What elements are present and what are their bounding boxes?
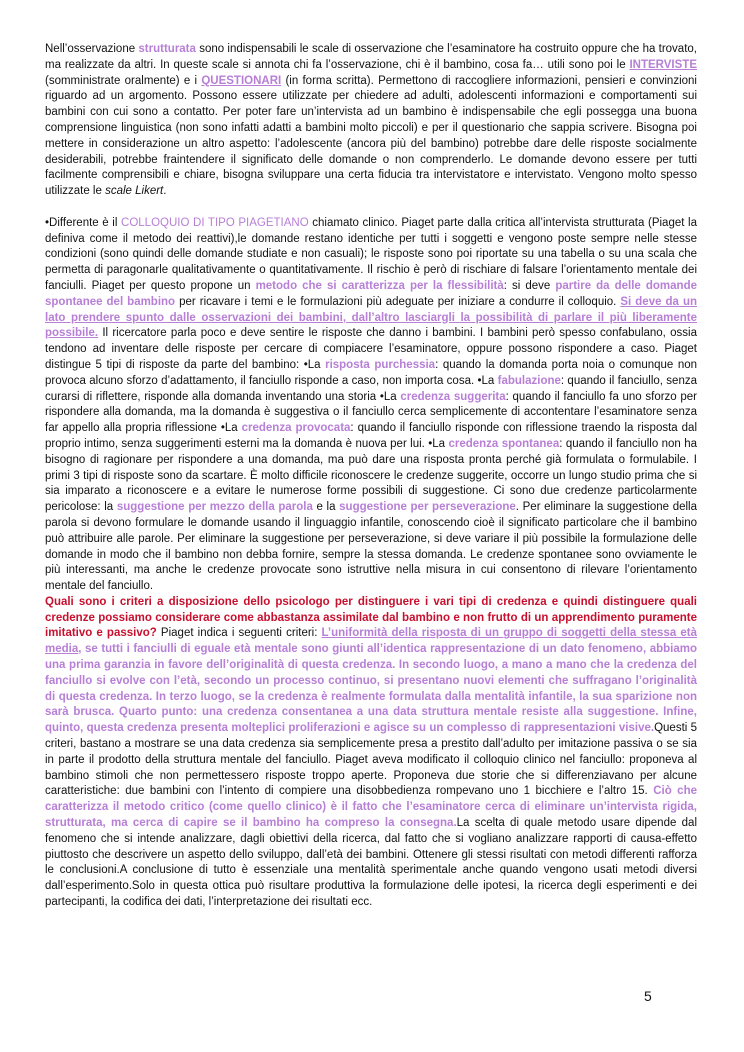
highlight-credenza-suggerita: credenza suggerita — [400, 390, 506, 403]
text-run: (somministrate oralmente) e i — [45, 74, 202, 87]
highlight-suggestione-perseverazione: suggestione per perseverazione — [339, 501, 516, 514]
highlight-strutturata: strutturata — [138, 43, 196, 55]
highlight-criteria: , se tutti i fanciulli di eguale età mentale sono giunti all’identica rappresentazione di un dato fenomeno, abbiamo una prima garanzia in favore dell’originalità di questa credenza. In secondo luogo, a mano a mano che la credenza del fanciullo si evolve con l’età, secondo un processo continuo, si presentano nuovi elementi che suffragano l’originalità di questa credenza. In terzo luogo, se la credenza è realmente formulata dalla mentalità infantile, la sua sparizione non sarà brusca. Quarto punto: una credenza consentanea a una data struttura mentale resiste alla suggestione. Infine, quinto, questa credenza presenta molteplici proliferazioni e agisce su un complesso di rappresentazioni visive. — [45, 643, 697, 735]
text-run: : quando il fanciullo fa uno sforzo per rispondere alla domanda, ma la domanda è suggestiva o il fanciullo cerca semplicemente di accontentare l’esaminatore senza far appello alla propria riflessione •La — [45, 390, 697, 435]
text-run: chiamato clinico. Piaget parte dalla critica all’intervista strutturata (Piaget la definiva come il metodo dei reattivi),le domande restano identiche per tutti i soggetti e vengono poste sempre nelle stesse condizioni (sono quindi delle domande studiate e non casuali); le risposte sono poi riportate su una tabella o su una scala che permetta di paragonarle qualitativamente o quantitativamente. Il rischio è però di rischiare di falsare l’orientamento mentale dei fanciulli. Piaget per questo propone un — [45, 216, 697, 292]
page-text — [45, 42, 697, 911]
text-run: : quando il fanciullo, senza curarsi di riflettere, risponde alla domanda inventando una storia •La — [45, 374, 697, 403]
page-number: 5 — [644, 988, 652, 1004]
highlight-fabulazione: fabulazione — [497, 374, 561, 387]
highlight-suggestione-parola: suggestione per mezzo della parola — [116, 501, 313, 514]
highlight-credenza-spontanea: credenza spontanea — [448, 437, 560, 450]
paragraph-piaget-colloquio — [45, 216, 697, 911]
text-run: : quando il fanciullo risponde con riflessione traendo la risposta dal proprio intimo, senza suggerimenti esterni ma la domanda è nuova per lui. •La — [45, 422, 697, 450]
highlight-credenza-provocata: credenza provocata — [241, 422, 351, 435]
highlight-questionari: QUESTIONARI — [201, 74, 282, 87]
text-run: : quando il fanciullo non ha bisogno di ragionare per rispondere a una domanda, ma può dare una risposta pronta perché già formulata o formulabile. I primi 3 tipi di risposte sono da scartare. È molto difficile riconoscere le credenze suggerite, occorre un lungo studio prima che si sia imparato a riconoscere e a evitare le numerose forme possibili di suggestione. Ci sono due credenze particolarmente pericolose: la — [45, 437, 698, 514]
paragraph-observation — [45, 42, 697, 200]
text-run: . Per eliminare la suggestione della parola si devono formulare le domande usando il linguaggio infantile, conoscendo cioè il significato particolare che il bambino può attribuire alle parole. Per eliminare la suggestione per perseverazione, si deve variare il più possibile la formulazione delle domande in modo che il bambino non debba fornire, sempre la stessa domanda. Le credenze spontanee sono ovviamente le più interessanti, ma anche le credenze provocate sono istruttive nella misura in cui consentono di rilevare l’orientamento mentale del fanciullo. — [45, 501, 697, 593]
text-run: La scelta di quale metodo usare dipende dal fenomeno che si intende analizzare, dagli obiettivi della ricerca, dal fatto che si vogliano analizzare rapporti di causa-effetto piuttosto che descrivere un aspetto dello sviluppo, dall’età dei bambini. Ottenere gli stessi risultati con metodi differenti rafforza le conclusioni.A conclusione di tutto è essenziale una mentalità sperimentale anche quando vengono usati metodi diversi dall’esperimento.Solo in questa ottica può risultare produttiva la formulazione delle ipotesi, la ricerca degli esperimenti e dei partecipanti, la codifica dei dati, l’interpretazione dei risultati ecc. — [45, 817, 698, 909]
highlight-flessibilita: metodo che si caratterizza per la flessibilità — [255, 279, 504, 292]
text-run: Il ricercatore parla poco e deve sentire le risposte che danno i bambini. I bambini però spesso confabulano, ossia tendono ad inventare delle risposte per cercare di compiacere l’esaminatore, oppure possono rispondere a caso. Piaget distingue 5 tipi di risposte da parte del bambino: •La — [45, 327, 697, 371]
highlight-risposta-purchessia: risposta purchessia — [325, 358, 436, 371]
text-run: . — [163, 185, 167, 198]
text-run: sono indispensabili le scale di osservazione che l’esaminatore ha costruito oppure che ha trovato, ma realizzate da altri. In queste scale si annota chi fa l’osservazione, chi è il bambino, cosa fa… utili sono poi le — [45, 43, 697, 71]
text-run: : quando la domanda porta noia o comunque non provoca alcuno sforzo d’adattamento, il fanciullo risponde a caso, non importa cosa. •La — [45, 358, 698, 387]
highlight-uniformita: L’uniformità della risposta di un gruppo di soggetti della stessa età media — [45, 627, 697, 656]
text-run: Questi 5 criteri, bastano a mostrare se una data credenza sia semplicemente presa a prestito dall’adulto per imitazione passiva o se sia in parte il prodotto della struttura mentale del fanciullo. Piaget aveva modificato il colloquio clinico nel fanciullo: proponeva al bambino stimoli che non permettessero risposte troppo aperte. Proponeva due storie che si differenziavano per alcune caratteristiche: due bambini con l’intento di compiere una disobbedienza rompevano uno 1 bicchiere e l’altro 15. — [45, 722, 698, 798]
highlight-metodo-critico: Ciò che caratterizza il metodo critico (come quello clinico) è il fatto che l’esaminatore cerca di eliminare un’intervista rigida, strutturata, ma cerca di capire se il bambino ha compreso la consegna. — [45, 785, 697, 830]
text-run: (in forma scritta). Permettono di raccogliere informazioni, pensieri e convinzioni riguardo ad un argomento. Possono essere utilizzate per chiedere ad adulti, adolescenti informazioni e comportamenti sui bambini con cui sono a contatto. Per poter fare un’intervista ad un bambino è indispensabile che egli possegga una buona comprensione linguistica (non sono infatti adatti a bambini molto piccoli) e per il questionario che sappia scrivere. Bisogna poi mettere in considerazione un altro aspetto: l’adolescente (ancora più del bambino) potrebbe dare delle risposte socialmente desiderabili, potrebbe fraintendere il significato delle domande o non comprenderlo. Le domande devono essere per tutti facilmente comprensibili e chiare, bisogna sviluppare una certa fiducia tra intervistatore e intervistato. Vengono molto spesso utilizzate le — [45, 74, 697, 198]
highlight-domande-spontanee: partire da delle domande spontanee del bambino — [45, 279, 697, 308]
question-criteria: Quali sono i criteri a disposizione dello psicologo per distinguere i vari tipi di credenza e quindi distinguere quali credenze possiamo considerare come abbastanza assimilate dal bambino e non frutto di un apprendimento puramente imitativo e passivo? — [45, 595, 697, 640]
text-run: Piaget indica i seguenti criteri: — [156, 627, 322, 640]
text-run: per ricavare i temi e le formulazioni più adeguate per iniziare a condurre il colloquio. — [175, 295, 621, 308]
highlight-osservazioni-bambini: Si deve da un lato prendere spunto dalle osservazioni dei bambini, dall’altro lasciargli la possibilità di parlare il più liberamente possibile. — [45, 295, 697, 340]
text-run: •Differente è il — [45, 216, 122, 229]
highlight-colloquio-piagetiano: COLLOQUIO DI TIPO PIAGETIANO — [121, 216, 309, 229]
highlight-interviste: INTERVISTE — [629, 58, 697, 71]
scale-likert-term: scale Likert — [105, 185, 164, 198]
text-run: e la — [312, 501, 340, 514]
text-run: : si deve — [503, 279, 556, 292]
text-run: Nell’osservazione — [45, 43, 139, 55]
